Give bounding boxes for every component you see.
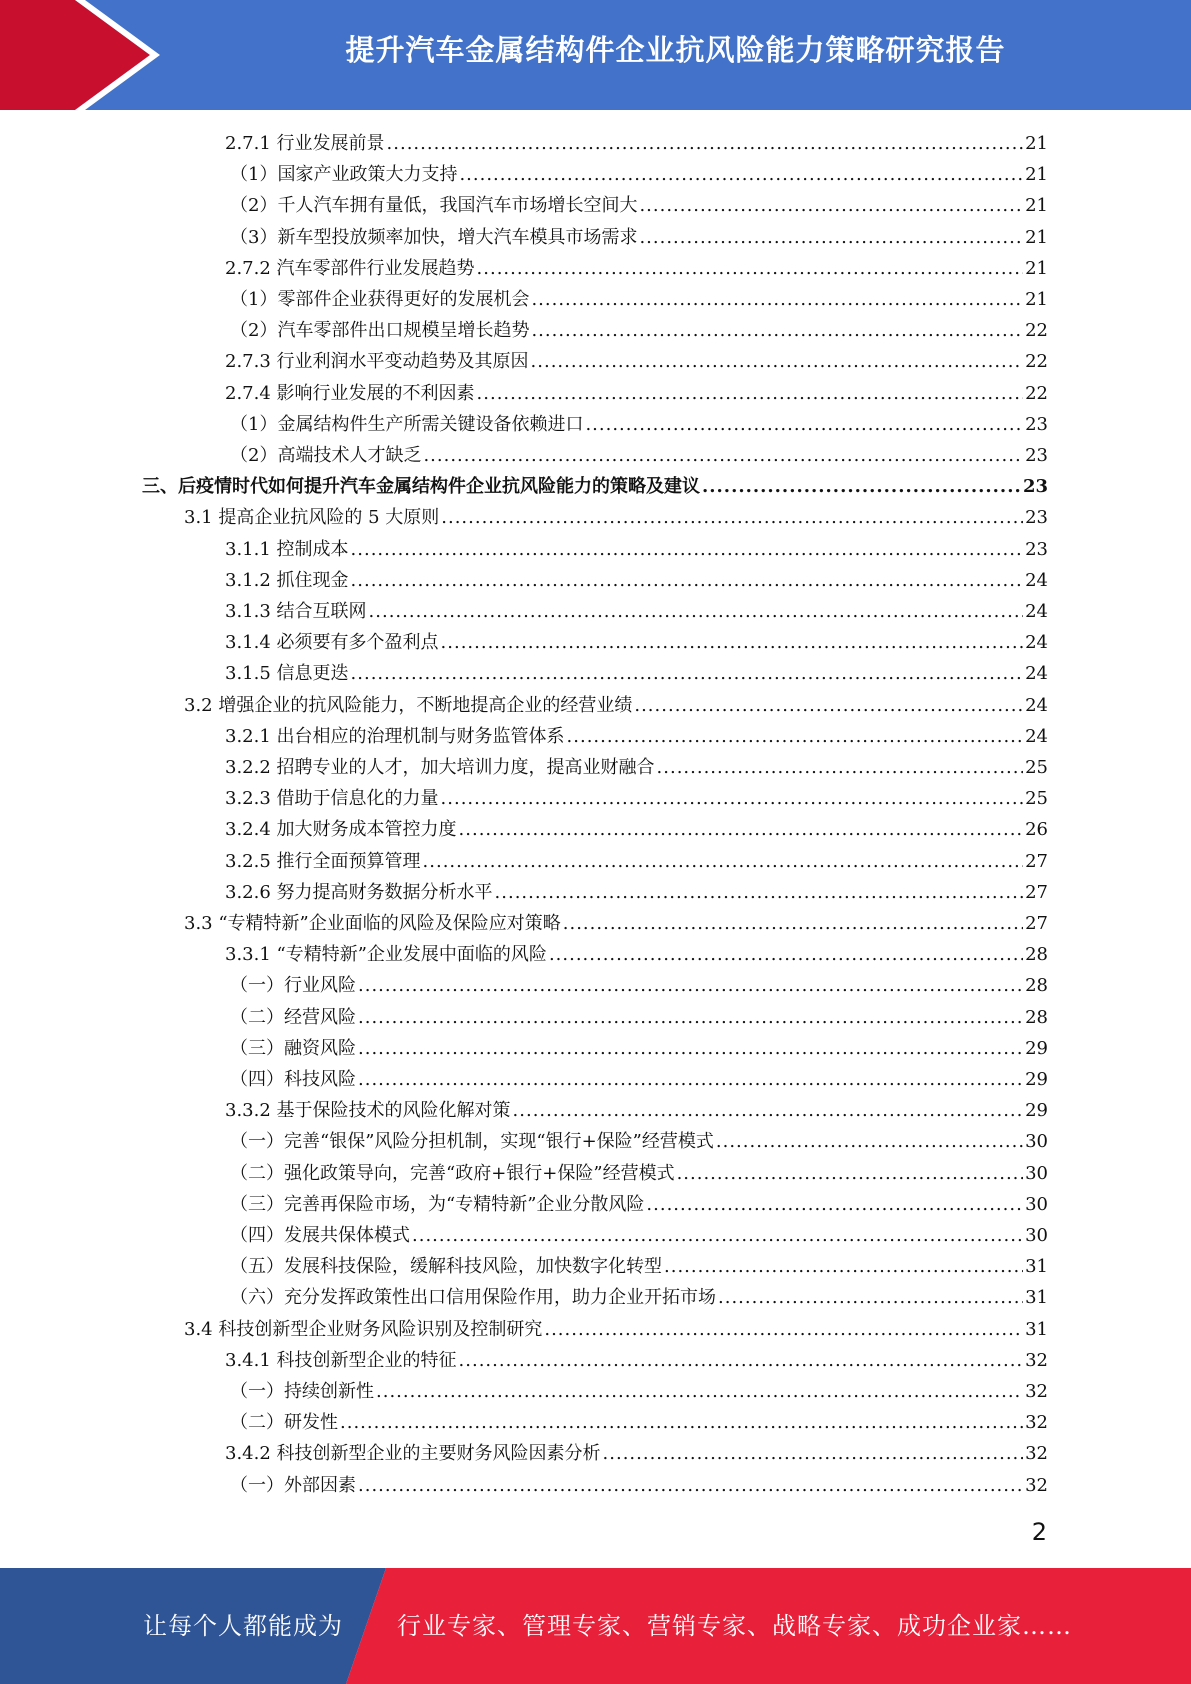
toc-entry-title: 3.3.2 基于保险技术的风险化解对策 — [225, 1100, 511, 1121]
toc-entry[interactable] — [225, 814, 1048, 845]
toc-entry-title: （2）高端技术人才缺乏 — [230, 445, 422, 466]
toc-entry-title: （三）完善再保险市场，为“专精特新”企业分散风险 — [230, 1194, 645, 1215]
toc-dot-leader — [412, 1220, 1023, 1251]
toc-entry-title: （四）科技风险 — [230, 1069, 356, 1090]
toc-entry-page: 28 — [1025, 944, 1048, 965]
toc-dot-leader — [664, 1251, 1023, 1282]
toc-dot-leader — [718, 1282, 1023, 1313]
toc-entry-title: 3.2.2 招聘专业的人才，加大培训力度，提高业财融合 — [225, 757, 655, 778]
toc-entry-title: （一）行业风险 — [230, 975, 356, 996]
toc-entry-page: 31 — [1025, 1319, 1048, 1340]
toc-entry[interactable] — [230, 222, 1048, 253]
toc-entry-page: 32 — [1025, 1381, 1048, 1402]
toc-entry-title: 3.2.4 加大财务成本管控力度 — [225, 819, 457, 840]
toc-entry-page: 21 — [1025, 164, 1048, 185]
toc-dot-leader — [549, 939, 1023, 970]
toc-entry-page: 24 — [1025, 601, 1048, 622]
toc-entry-page: 27 — [1025, 913, 1048, 934]
toc-entry-title: （六）充分发挥政策性出口信用保险作用，助力企业开拓市场 — [230, 1287, 716, 1308]
toc-entry-page: 21 — [1025, 258, 1048, 279]
toc-entry-page: 30 — [1025, 1194, 1048, 1215]
toc-entry-title: （1）国家产业政策大力支持 — [230, 164, 458, 185]
toc-entry-title: 3.1.2 抓住现金 — [225, 570, 349, 591]
toc-dot-leader — [459, 159, 1023, 190]
toc-entry-page: 22 — [1025, 351, 1048, 372]
toc-entry-page: 24 — [1025, 663, 1048, 684]
toc-entry-page: 24 — [1025, 632, 1048, 653]
toc-entry-page: 28 — [1025, 1007, 1048, 1028]
toc-entry-title: （一）持续创新性 — [230, 1381, 374, 1402]
toc-entry[interactable] — [225, 783, 1048, 814]
toc-dot-leader — [358, 1470, 1023, 1501]
toc-dot-leader — [441, 783, 1024, 814]
toc-entry[interactable] — [230, 440, 1048, 471]
footer-slogan-right: 行业专家、管理专家、营销专家、战略专家、成功企业家…… — [397, 1612, 1072, 1640]
toc-entry-page: 32 — [1025, 1412, 1048, 1433]
toc-entry-page: 22 — [1025, 383, 1048, 404]
toc-dot-leader — [441, 627, 1024, 658]
toc-entry[interactable] — [225, 346, 1048, 377]
toc-entry[interactable] — [225, 939, 1048, 970]
toc-entry-title: 3.3.1 “专精特新”企业发展中面临的风险 — [225, 944, 547, 965]
toc-dot-leader — [531, 346, 1024, 377]
toc-entry[interactable] — [230, 1251, 1048, 1282]
toc-dot-leader — [358, 1033, 1023, 1064]
toc-entry[interactable] — [142, 471, 1048, 502]
toc-entry-title: 3.1.1 控制成本 — [225, 539, 349, 560]
toc-entry-page: 29 — [1025, 1038, 1048, 1059]
toc-dot-leader — [459, 814, 1024, 845]
toc-dot-leader — [351, 534, 1024, 565]
toc-entry-title: 3.3 “专精特新”企业面临的风险及保险应对策略 — [184, 913, 561, 934]
toc-entry-title: 3.2.1 出台相应的治理机制与财务监管体系 — [225, 726, 565, 747]
toc-entry-title: （一）外部因素 — [230, 1475, 356, 1496]
toc-entry-title: 2.7.1 行业发展前景 — [225, 133, 385, 154]
toc-entry[interactable] — [230, 409, 1048, 440]
toc-entry-title: （三）融资风险 — [230, 1038, 356, 1059]
toc-entry-title: 3.1.4 必须要有多个盈利点 — [225, 632, 439, 653]
toc-dot-leader — [716, 1126, 1023, 1157]
toc-dot-leader — [358, 1002, 1023, 1033]
toc-entry[interactable] — [230, 190, 1048, 221]
toc-entry[interactable] — [230, 1158, 1048, 1189]
toc-entry-title: 3.4.2 科技创新型企业的主要财务风险因素分析 — [225, 1443, 601, 1464]
toc-entry-page: 23 — [1025, 414, 1048, 435]
toc-entry[interactable] — [230, 1282, 1048, 1313]
toc-entry-page: 22 — [1025, 320, 1048, 341]
toc-entry[interactable] — [230, 1064, 1048, 1095]
toc-entry-page: 21 — [1025, 133, 1048, 154]
toc-entry[interactable] — [230, 159, 1048, 190]
toc-entry-title: 三、后疫情时代如何提升汽车金属结构件企业抗风险能力的策略及建议 — [142, 476, 700, 497]
toc-dot-leader — [657, 752, 1024, 783]
toc-entry-title: （2）千人汽车拥有量低，我国汽车市场增长空间大 — [230, 195, 638, 216]
toc-dot-leader — [423, 846, 1024, 877]
toc-entry-page: 30 — [1025, 1131, 1048, 1152]
toc-dot-leader — [531, 315, 1023, 346]
page-footer — [0, 1568, 1191, 1684]
toc-dot-leader — [639, 190, 1023, 221]
toc-entry-title: 3.4.1 科技创新型企业的特征 — [225, 1350, 457, 1371]
toc-entry-page: 31 — [1025, 1256, 1048, 1277]
toc-entry[interactable] — [225, 534, 1048, 565]
toc-entry-page: 25 — [1025, 757, 1048, 778]
toc-entry-page: 32 — [1025, 1443, 1048, 1464]
toc-entry-title: 3.2.6 努力提高财务数据分析水平 — [225, 882, 493, 903]
toc-dot-leader — [585, 409, 1023, 440]
toc-entry-page: 24 — [1025, 695, 1048, 716]
toc-dot-leader — [358, 1064, 1023, 1095]
toc-entry[interactable] — [184, 1314, 1048, 1345]
toc-entry[interactable] — [230, 1376, 1048, 1407]
toc-dot-leader — [459, 1345, 1024, 1376]
toc-entry-title: 3.2 增强企业的抗风险能力，不断地提高企业的经营业绩 — [184, 695, 633, 716]
toc-entry[interactable] — [225, 721, 1048, 752]
toc-entry[interactable] — [225, 877, 1048, 908]
toc-entry-page: 31 — [1025, 1287, 1048, 1308]
toc-entry-page: 32 — [1025, 1475, 1048, 1496]
toc-dot-leader — [513, 1095, 1024, 1126]
toc-dot-leader — [603, 1438, 1024, 1469]
toc-entry[interactable] — [230, 1002, 1048, 1033]
toc-dot-leader — [351, 565, 1024, 596]
toc-entry-page: 24 — [1025, 726, 1048, 747]
toc-entry[interactable] — [230, 1033, 1048, 1064]
toc-entry-page: 32 — [1025, 1350, 1048, 1371]
toc-dot-leader — [387, 128, 1024, 159]
toc-entry-title: （1）零部件企业获得更好的发展机会 — [230, 289, 530, 310]
toc-entry-page: 27 — [1025, 851, 1048, 872]
toc-dot-leader — [646, 1189, 1023, 1220]
toc-entry-page: 23 — [1025, 539, 1048, 560]
toc-dot-leader — [634, 690, 1023, 721]
toc-entry-title: 3.4 科技创新型企业财务风险识别及控制研究 — [184, 1319, 543, 1340]
toc-entry-title: （五）发展科技保险，缓解科技风险，加快数字化转型 — [230, 1256, 662, 1277]
toc-dot-leader — [563, 908, 1023, 939]
toc-entry[interactable] — [225, 1095, 1048, 1126]
toc-entry[interactable] — [184, 690, 1048, 721]
toc-entry[interactable] — [225, 128, 1048, 159]
page-header — [0, 0, 1191, 110]
toc-entry[interactable] — [225, 565, 1048, 596]
toc-entry[interactable] — [225, 596, 1048, 627]
toc-dot-leader — [477, 378, 1024, 409]
toc-entry[interactable] — [230, 1189, 1048, 1220]
toc-entry-title: 3.1.3 结合互联网 — [225, 601, 367, 622]
toc-entry-title: （二）强化政策导向，完善“政府+银行+保险”经营模式 — [230, 1163, 675, 1184]
toc-entry[interactable] — [225, 1345, 1048, 1376]
toc-entry[interactable] — [230, 1407, 1048, 1438]
toc-entry[interactable] — [184, 908, 1048, 939]
toc-entry-page: 23 — [1025, 507, 1048, 528]
toc-entry-page: 23 — [1025, 445, 1048, 466]
toc-entry-page: 28 — [1025, 975, 1048, 996]
toc-entry-page: 26 — [1025, 819, 1048, 840]
toc-entry-title: （1）金属结构件生产所需关键设备依赖进口 — [230, 414, 584, 435]
toc-dot-leader — [567, 721, 1024, 752]
toc-dot-leader — [340, 1407, 1023, 1438]
toc-entry[interactable] — [225, 846, 1048, 877]
toc-dot-leader — [495, 877, 1024, 908]
toc-entry[interactable] — [225, 253, 1048, 284]
toc-entry-title: （二）经营风险 — [230, 1007, 356, 1028]
toc-entry[interactable] — [225, 1438, 1048, 1469]
page-number: 2 — [1031, 1518, 1047, 1546]
toc-entry-page: 30 — [1025, 1163, 1048, 1184]
toc-dot-leader — [477, 253, 1024, 284]
toc-entry[interactable] — [225, 378, 1048, 409]
toc-dot-leader — [677, 1158, 1024, 1189]
toc-entry[interactable] — [230, 284, 1048, 315]
toc-entry-title: 2.7.4 影响行业发展的不利因素 — [225, 383, 475, 404]
toc-entry[interactable] — [225, 752, 1048, 783]
footer-slogan-left: 让每个人都能成为 — [143, 1612, 343, 1640]
document-title: 提升汽车金属结构件企业抗风险能力策略研究报告 — [345, 33, 1006, 67]
toc-entry-page: 29 — [1025, 1069, 1048, 1090]
toc-entry-title: 3.2.5 推行全面预算管理 — [225, 851, 421, 872]
toc-entry-page: 24 — [1025, 570, 1048, 591]
toc-entry-page: 27 — [1025, 882, 1048, 903]
toc-entry-page: 21 — [1025, 195, 1048, 216]
toc-entry[interactable] — [225, 658, 1048, 689]
toc-dot-leader — [531, 284, 1023, 315]
toc-dot-leader — [702, 471, 1021, 502]
toc-entry-title: 3.1.5 信息更迭 — [225, 663, 349, 684]
toc-dot-leader — [423, 440, 1023, 471]
toc-dot-leader — [544, 1314, 1023, 1345]
toc-entry-title: （2）汽车零部件出口规模呈增长趋势 — [230, 320, 530, 341]
toc-dot-leader — [351, 658, 1024, 689]
toc-entry[interactable] — [184, 502, 1048, 533]
toc-dot-leader — [358, 970, 1023, 1001]
toc-entry-title: 3.2.3 借助于信息化的力量 — [225, 788, 439, 809]
toc-entry-page: 23 — [1022, 476, 1048, 497]
toc-entry[interactable] — [230, 970, 1048, 1001]
toc-entry-title: 3.1 提高企业抗风险的 5 大原则 — [184, 507, 440, 528]
toc-entry[interactable] — [230, 1470, 1048, 1501]
toc-entry[interactable] — [230, 1220, 1048, 1251]
toc-entry-title: 2.7.3 行业利润水平变动趋势及其原因 — [225, 351, 529, 372]
toc-entry[interactable] — [225, 627, 1048, 658]
toc-entry[interactable] — [230, 1126, 1048, 1157]
toc-entry-page: 30 — [1025, 1225, 1048, 1246]
toc-dot-leader — [639, 222, 1023, 253]
toc-entry-page: 21 — [1025, 227, 1048, 248]
toc-dot-leader — [369, 596, 1024, 627]
toc-entry-title: （四）发展共保体模式 — [230, 1225, 410, 1246]
toc-entry[interactable] — [230, 315, 1048, 346]
toc-entry-title: （二）研发性 — [230, 1412, 338, 1433]
toc-entry-page: 21 — [1025, 289, 1048, 310]
toc-entry-title: （一）完善“银保”风险分担机制，实现“银行+保险”经营模式 — [230, 1131, 714, 1152]
toc-dot-leader — [376, 1376, 1023, 1407]
toc-entry-title: （3）新车型投放频率加快，增大汽车模具市场需求 — [230, 227, 638, 248]
toc-entry-title: 2.7.2 汽车零部件行业发展趋势 — [225, 258, 475, 279]
toc-dot-leader — [441, 502, 1023, 533]
toc-entry-page: 29 — [1025, 1100, 1048, 1121]
toc-entry-page: 25 — [1025, 788, 1048, 809]
